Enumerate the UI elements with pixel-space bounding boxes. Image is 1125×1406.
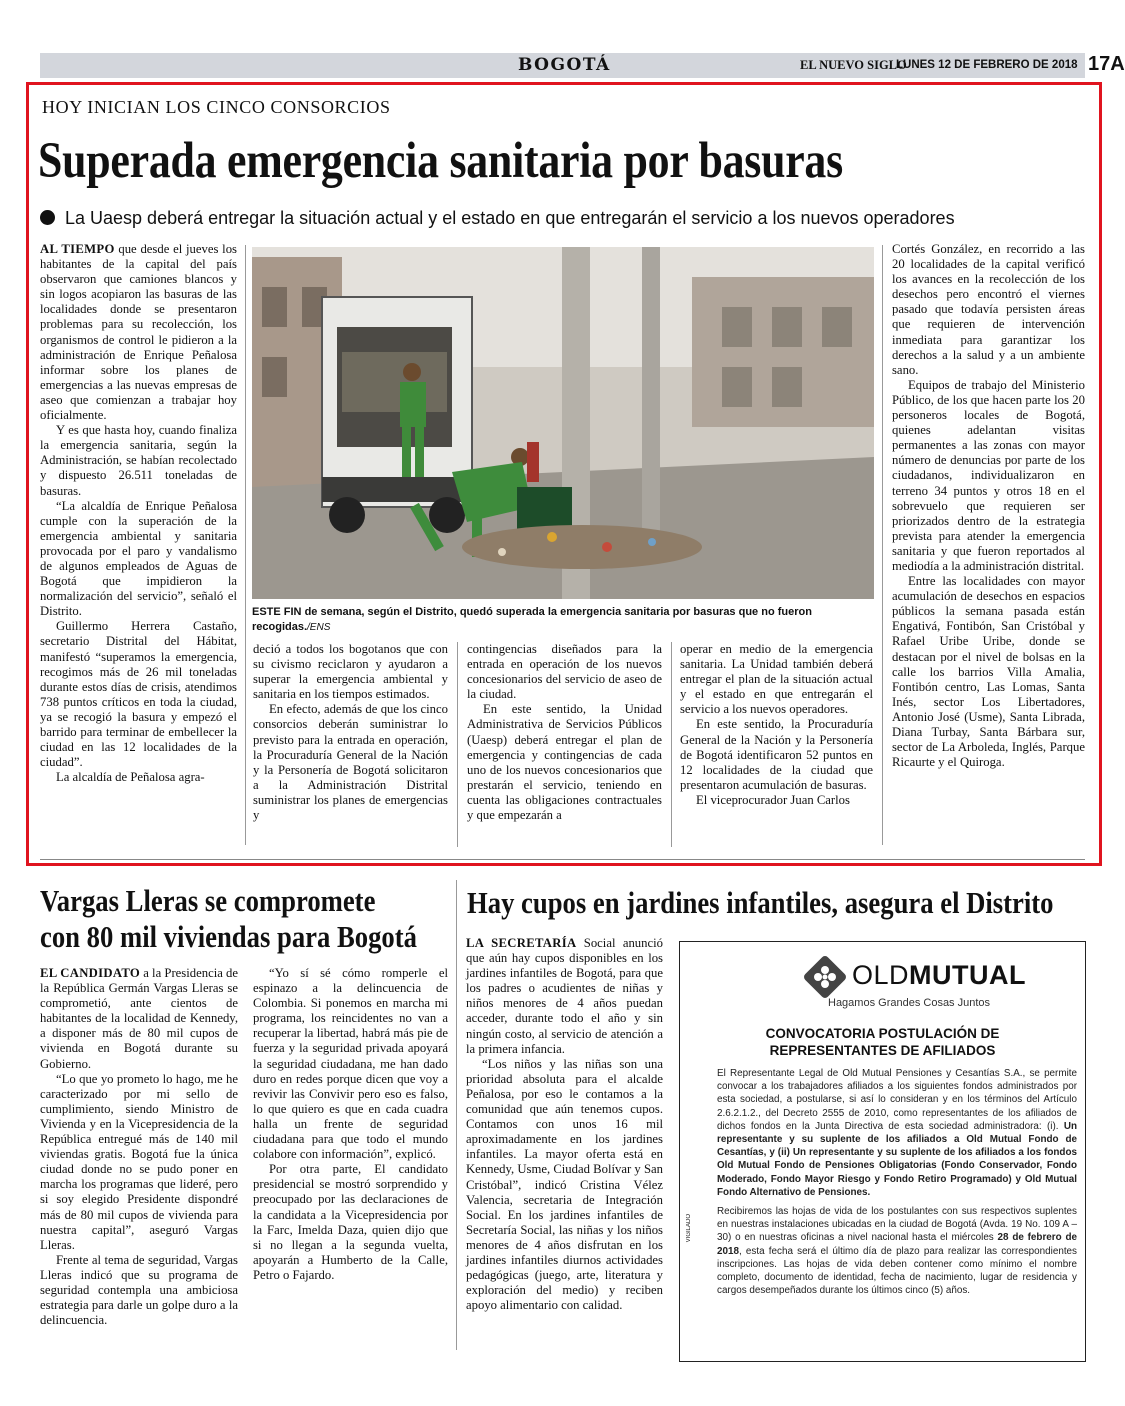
lead-in: AL TIEMPO <box>40 242 115 256</box>
column-divider <box>456 880 457 1350</box>
ad-text: Recibiremos las hojas de vida de los postulantes con sus respectivos suplentes en nuestras instalaciones ubicadas en la ciudad de Bogotá (Avda. 19 No. 109 A – 30) o en nuestras oficinas a nivel nacional hasta el miércoles <box>717 1206 1077 1244</box>
ad-title-line: CONVOCATORIA POSTULACIÓN DE <box>765 1026 1000 1041</box>
story2-column-1 <box>40 966 238 1328</box>
paragraph-text: que desde el jueves los habitantes de la capital del país observaron que camiones blancos y sin logos acopiaron las basuras de las localidades donde se presentaron problemas para su recolección, los organismos de control le pidieron a la administración de Enrique Peñalosa informar sobre los planes de emergencias a las nuevas empresas de aseo que comienzan a trabajar hoy oficialmente. <box>40 242 237 423</box>
ad-text: , esta fecha será el último día de plazo para realizar las correspondientes inscripciones. Las hojas de vida deben contener como mínimo el nombre completo, documento de identidad, fecha de nacimiento, lugar de residencia y cargos desempeñados durante los últimos cinco (5) años. <box>717 1245 1077 1297</box>
paragraph: Equipos de trabajo del Ministerio Público, de los que hacen parte los 20 personeros locales de Bogotá, quienes adelantan visitas permanentes a las zonas con mayor número de denuncias por parte de los ciudadanos, individualizaron en terreno 34 puntos y otros 18 en el sobrevuelo que requieren ser priorizados dentro de la estrategia prevista para atender la emergencia sanitaria y que fueron reportados al mediodía a la administración distrital. <box>892 377 1085 573</box>
ad-title <box>680 1025 1085 1059</box>
publication-date: LUNES 12 DE FEBRERO DE 2018 <box>896 59 1078 71</box>
section-title: BOGOTÁ <box>518 55 611 75</box>
headline-line: Vargas Lleras se compromete <box>40 883 376 918</box>
main-headline: Superada emergencia sanitaria por basuras <box>38 133 843 189</box>
paragraph: En efecto, además de que los cinco consorcios deberán suministrar lo previsto para la entrada en operación, la Procuraduría General de la Nación y la Personería de Bogotá solicitaron a la Administración Distrital suministrar los planes de emergencias y <box>253 702 448 823</box>
column-divider <box>245 245 246 845</box>
paragraph <box>40 966 238 1072</box>
masthead-bar <box>40 53 1125 78</box>
column-divider <box>882 245 883 845</box>
paragraph: contingencias diseñados para la entrada en operación de los nuevos concesionarios del servicio de aseo de la ciudad. <box>467 642 662 702</box>
lead-in: LA SECRETARÍA <box>466 936 577 950</box>
paragraph: Y es que hasta hoy, cuando finaliza la emergencia sanitaria, según la Administración, se habían recolectado y dispuesto 26.511 toneladas de basuras. <box>40 423 237 498</box>
lead-in: EL CANDIDATO <box>40 966 141 980</box>
vigilado-text: VIGILADO <box>686 1214 692 1243</box>
paragraph: “La alcaldía de Enrique Peñalosa cumple con la superación de la emergencia ambiental y sanitaria provocada por el paro y vandalismo de algunos empleados de Aguas de Bogotá que impidieron la normalización del servicio”, señaló el Distrito. <box>40 498 237 619</box>
garbage-truck-photo <box>252 247 874 599</box>
main-column-3 <box>467 642 662 823</box>
paragraph: Por otra parte, El candidato presidencial se mostró sorprendido y preocupado por las declaraciones de la candidata a la Vicepresidencia por la Farc, Imelda Daza, quien dijo que si no llegan a la segunda vuelta, apoyarán a Humberto de la Calle, Petro o Fajardo. <box>253 1162 448 1282</box>
brand-tagline: Hagamos Grandes Cosas Juntos <box>828 997 991 1009</box>
story3-headline: Hay cupos en jardines infantiles, asegura el Distrito <box>467 885 1054 920</box>
paragraph-text: a la Presidencia de la República Germán Vargas Lleras se comprometió, ante cientos de habitantes de la localidad de Kennedy, a disponer más de 80 mil cupos de vivienda en Bogotá durante su Gobierno. <box>40 966 239 1071</box>
ad-bold-text: Un representante y su suplente de los afiliados a Old Mutual Fondo de Cesantías, y (ii) Un representante y su suplente de los afiliados a los fondos Old Mutual Fondo de Pensiones Obligatorias (Fondo Conservador, Fondo Moderado, Fondo Mayor Riesgo y Fondo Retiro Programado) y Old Mutual Fondo Alternativo de Pensiones. <box>717 1120 1077 1198</box>
newspaper-name: EL NUEVO SIGLO <box>800 58 907 72</box>
column-divider <box>671 642 672 847</box>
news-photo <box>252 247 874 599</box>
paragraph <box>40 242 237 423</box>
paragraph: En este sentido, la Procuraduría General de la Nación y la Personería de Bogotá identificaron 52 puntos en 12 localidades de la ciudad que presentaron acumulación de basuras. <box>680 717 873 792</box>
brand-bold: MUTUAL <box>909 960 1027 990</box>
ad-paragraph <box>717 1067 1077 1199</box>
ad-title-line: REPRESENTANTES DE AFILIADOS <box>769 1043 996 1058</box>
old-mutual-logo-icon <box>803 955 847 999</box>
headline-line: con 80 mil viviendas para Bogotá <box>40 919 417 954</box>
paragraph: La alcaldía de Peñalosa agra- <box>56 770 205 785</box>
ad-text: El Representante Legal de Old Mutual Pensiones y Cesantías S.A., se permite convocar a los trabajadores afiliados a los siguientes fondos administrados por esta sociedad, a postularse, si así lo consideran y en los términos del Artículo 2.6.2.1.2., del Decreto 2555 de 2010, como representantes de los afiliados de dichos fondos en la Junta Directiva de esta sociedad administradora: (i). <box>717 1068 1077 1132</box>
paragraph: El viceprocurador Juan Carlos <box>696 792 850 807</box>
story2-headline <box>40 883 417 955</box>
advertisement <box>679 941 1086 1362</box>
brand-name <box>852 960 1026 991</box>
paragraph-text: Social anunció que aún hay cupos disponibles en los jardines infantiles de Bogotá, para que los padres o acudientes de niñas y niños menores de 4 años puedan acceder, durante todo el año y sin ningún costo, al servicio de atención a la primera infancia. <box>466 936 663 1056</box>
bullet-icon <box>40 210 55 225</box>
deck-text: La Uaesp deberá entregar la situación actual y el estado en que entregarán el servicio a los nuevos operadores <box>65 208 955 228</box>
main-column-4 <box>680 642 873 808</box>
main-column-1 <box>40 242 237 785</box>
ad-body <box>717 1067 1077 1303</box>
main-kicker: HOY INICIAN LOS CINCO CONSORCIOS <box>42 97 391 117</box>
brand-light: OLD <box>852 960 910 990</box>
vigilado-seal <box>686 1214 706 1344</box>
paragraph: deció a todos los bogotanos que con su civismo reciclaron y ayudaron a superar la emergencia ambiental y sanitaria en los tiempos estimados. <box>253 642 448 702</box>
photo-caption <box>252 605 874 635</box>
story3-column-1 <box>466 936 663 1313</box>
caption-lead: ESTE FIN <box>252 606 302 618</box>
paragraph: “Los niños y las niñas son una prioridad absoluta para el alcalde Peñalosa, por eso le contamos a la comunidad que aún tenemos cupos. Contamos con unos 16 mil aproximadamente en los jardines infantiles. La mayor oferta está en Kennedy, Usme, Ciudad Bolívar y San Cristóbal”, indicó Cristina Vélez Valencia, secretaria de Integración Social. En los jardines infantiles de Secretaría Social, las niñas y los niños menores de 4 años disfrutan en los jardines infantiles diurnos actividades pedagógicas (juego, arte, literatura y exploración del medio) y reciben apoyo alimentario con calidad. <box>466 1056 663 1313</box>
story2-column-2 <box>253 966 448 1283</box>
paragraph: Frente al tema de seguridad, Vargas Lleras indicó que su programa de seguridad contempla una ambiciosa estrategia para darle un golpe duro a la delincuencia. <box>40 1252 238 1328</box>
column-divider <box>457 642 458 847</box>
main-deck <box>40 208 955 229</box>
photo-credit: /ENS <box>307 622 331 633</box>
caption-text: de semana, según el Distrito, quedó superada la emergencia sanitaria por basuras que no fueron recogidas. <box>252 606 812 633</box>
paragraph: “Lo que yo prometo lo hago, me he caracterizado por mi sello de cumplimiento, siendo Ministro de Vivienda y en la Vicepresidencia de la República entregué más de 140 mil viviendas gratis. Bogotá fue la única ciudad donde no se pudo poner en marcha los programas que lideré, pero si soy elegido Presidente dispondré más de 80 mil cupos de vivienda para nuestra capital”, aseguró Vargas Lleras. <box>40 1071 238 1252</box>
ad-deadline: 28 de febrero de 2018 <box>717 1232 1077 1257</box>
main-column-2 <box>253 642 448 823</box>
paragraph: En este sentido, la Unidad Administrativa de Servicios Públicos (Uaesp) deberá entregar el plan de emergencia y contingencias de cada uno de los nuevos concesionarios que prestarán el servicio, teniendo en cuenta las obligaciones contractuales y que empezarán a <box>467 702 662 823</box>
paragraph: Cortés González, en recorrido a las 20 localidades de la capital verificó los avances en la recolección de los desechos pero encontró el viernes pasado que todavía persisten áreas que requieren de intervención inmediata para garantizar los derechos a la salud y a un ambiente sano. <box>892 242 1085 377</box>
paragraph: operar en medio de la emergencia sanitaria. La Unidad también deberá entregar el plan de la situación actual y el estado en que entregarán el servicio a los nuevos operadores. <box>680 642 873 717</box>
ad-paragraph <box>717 1205 1077 1297</box>
section-divider <box>40 859 1085 860</box>
paragraph: “Yo sí sé cómo romperle el espinazo a la delincuencia de Colombia. Si ponemos en marcha mi programa, los reincidentes no van a recuperar la libertad, habrá más pie de fuerza y la seguridad privada apoyará la seguridad ciudadana, me han dado duro en redes porque dicen que voy a revivir las Convivir pero eso es falso, lo que quiero es que en cada cuadra halla un frente de seguridad ciudadana para que todo el mundo colabore con información”, explicó. <box>253 966 448 1162</box>
paragraph: Entre las localidades con mayor acumulación de desechos en espacios públicos la semana pasada están Engativá, Fontibón, San Cristóbal y Rafael Uribe Uribe, donde se destacan por el nivel de bolsas en la calle los barrios Villa Amalia, Fontibón centro, Las Lomas, Santa Inés, sector Los Libertadores, Antonio José (Usme), Santa Librada, Diana Turbay, Santa Bárbara sur, sector de La Arboleda, Inglés, Parque Ricaurte y el Quiroga. <box>892 574 1085 770</box>
paragraph <box>466 936 663 1057</box>
page-number: 17A <box>1088 53 1125 75</box>
main-column-5 <box>892 242 1085 770</box>
paragraph: Guillermo Herrera Castaño, secretario Distrital del Hábitat, manifestó “superamos la emergencia, recogimos más de 26 mil toneladas durante estos días de crisis, atendimos 738 puntos críticos en toda la ciudad, ya se recogió la basura y empezó el barrido para terminar de embellecer la ciudad en las 12 localidades de la ciudad”. <box>40 619 237 770</box>
